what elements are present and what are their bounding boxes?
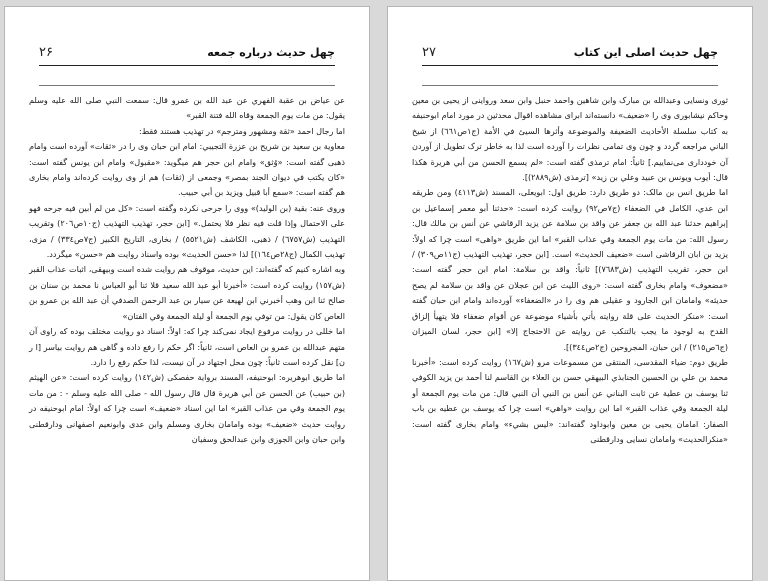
page-number: ۲۶ xyxy=(39,44,53,60)
paragraph: اما خللی در روایت مرفوع ایجاد نمی‌کند چرا که: اولاً: اسناد دو روایت مختلف بوده که راوی آن متهم عبدالله بن عمرو بن العاص است، ثانیاً: اگر حکم را رفع داده و گاهی هم روایت بیاسر [ا ر ن] نقل کرده است ثانیاً: چون محل اجتهاد در آن نیست، لذا حکم رفع را دارد. xyxy=(29,326,345,367)
paragraph: عن عياض بن عقبة الفهري عن عبد الله بن عمرو قال: سمعت النبي صلى الله عليه وسلم يقول: من مات يوم الجمعة وقاه الله فتنة القبر» xyxy=(29,95,345,121)
page-number: ۲۷ xyxy=(422,44,436,60)
paragraph: طریق دوم: ضیاء المقدسی، المنتقی من مسموعات مرو (ش١٦٧) روایت کرده است: «أخبرنا محمد بن علي بن الحسين الجنابذي البيهقي حسن بن العلاء بن القاسم لنا أحمد بن يزيد الكوفي ثنا يوسف بن عطية عن ثابت البناني عن أنس بن النبي أن النبي قال: من مات يوم الجمعة أو ليلة الجمعة وقي عذاب القبر» اما این روایت «واهي» است چرا که یوسف بن عطیه بن باب الصفار: امامان یحیی بن معین وابوداود گفته‌اند: «ليس بشيء» وامام بخاری گفته است: «منكرالحديث» وامامان نسایی ودارقطنی xyxy=(412,356,728,444)
paragraph: اما رجال احمد «ثقة ومشهور ومترجم» در تهذیب هستند فقط: xyxy=(139,125,345,136)
paragraph: معاوية بن سعيد بن شريح بن عزرة التجيبي: امام ابن حبان وی را در «ثقات» آورده است وامام ذهبی گفته است: «وُثق» وامام ابن حجر هم میگوید: «مقبول» وامام ابن یونس گفته است: «كان يكتب في ديوان الجند بمصر» وجمعی از (ثقات) هم از وی روایت کرده‌اند وامام بخاری هم گفته است: «سمع أبا قبيل ويزيد بن أبي حبيب. xyxy=(29,141,345,198)
left-book-page xyxy=(4,6,370,581)
right-book-page xyxy=(387,6,753,581)
page-header xyxy=(39,43,335,66)
paragraph: وبه اشاره کنیم که گفته‌اند: این حدیث، موقوف هم روایت شده است وبیهقی، اثبات عذاب القبر (ش١٥٧) روایت کرده است: «أخبرنا أبو عبد الله سعيد قلا ثنا أبو العباس نا محمد بن سنان بن صالح ثنا ابن وهب أخبرني ابن لهيعة عن سيار بن عبد الرحمن الصدفي أن عبد الله بن عمرو بن العاص كان يقول: من توفي يوم الجمعة أو ليلة الجمعة وقي الفتان» xyxy=(29,264,345,321)
paragraph: اما طریق ابوهریره: ابوحنیفه، المسند بروایة حفصکی (ش١٤٢) روایت کرده است: «عن الهيثم (بن حبيب) عن الحسن عن أبي هريرة قال قال رسول الله - صلى الله عليه وسلم - : من مات يوم الجمعة وقي من عذاب القبر» اما این اسناد «ضعيف» است چرا که اولاً: امام ابوحنیفه در روایت حديث «ضعيف» بوده وامامان بخاری ومسلم وابن عدی وابونعیم اصفهانی ودارقطنی وابن حبان وابن الجوزی وابن عبدالحق وسفیان xyxy=(29,372,345,444)
separator-line xyxy=(39,85,335,86)
page-header xyxy=(422,43,718,66)
paragraph: وروى عنه: بقية (بن الوليد)» ووی را جرحی نکرده وگفته است: «كل من لم أبين فيه جرحه فهو على الاحتمال وإذا قلت فيه نظر فلا يحتمل.» [ابن حجر، تهذيب التهذيب (ج١٠ص٢٠٦) وتقريب التهذيب (ش٦٧٥٧) / ذهبی، الكاشف (ش٥٥٢١) / بخاری، التاريخ الكبير (ج٧ص٣٣٤) / مزی، تهذيب الكمال (ج٢٨ص١٦٤)] لذا «حسن الحديث» بوده واسناد روایت هم «حسن» میگردد. xyxy=(29,202,345,260)
separator-line xyxy=(422,85,718,86)
running-title: چهل حدیث درباره جمعه xyxy=(207,45,335,59)
running-title: چهل حدیث اصلی این کتاب xyxy=(573,45,718,59)
page-body-text xyxy=(412,93,728,578)
paragraph: اما طریق انس بن مالک: دو طریق دارد: طریق اول: ابویعلی، المسند (ش٤١١٣) ومن طريقه ابن عدي، الكامل في الضعفاء (ج٧ص٩٢) روایت کرده است: «حدثنا أبو معمر إسماعيل بن إبراهيم حدثنا عبد الله بن جعفر عن واقد بن سلامة عن يزيد الرقاشي عن أنس بن مالك قال: رسول الله: من مات يوم الجمعة وقي عذاب القبر» اما این طریق «واهی» است چرا که اولاً: یزید بن ابان الرقاشی است «ضعيف الحديث» است. [ابن حجر، تهذيب التهذيب (ج١١ص٣٠٩) / ابن حجر، تقريب التهذيب (ش٧٦٨٣)] ثانیاً: واقد بن سلامة: امام ابن حجر گفته است: «مضعوف» وامام بخاری گفته است: «روى الليث عن ابن عجلان عن واقد بن سلامة لم يصح حديثه» وامامان ابن الجارود و عقیلی هم وی را در «الضعفاء» آورده‌اند وامام ابن حبان گفته است: «منكر الحديث على قلة روايته يأتي بأشياء موضوعة عن أقوام ضعفاء فلا يتهيأ إلزاق القدح به لوجود ما يجب بالتنكب عن روايته عن الاحتجاج إلا» [ابن حجر، لسان الميزان (ج٦ص٢١٥) / ابن حبان، المجروحين (ج٢ص٣٤٤)]. xyxy=(412,187,729,352)
paragraph: ثوری ونسایی وعبدالله بن مبارک وابن شاهین واحمد حنبل وابن سعد ورواینی از یحیی بن معین وحاکم نیشابوری وی را «ضعيف» دانسته‌اند ابرای مشاهده اقوال محدثین در مورد امام ابوحنیفه به کتاب سلسلة الأحاديث الضعيفة والموضوعة وأثرها السيئ في الأمة (ج١ص٦٦١) از شیخ الباني مراجعه گردد و چون وی تمامی نظرات را آورده است لذا به خاطر ترک تطویل از آوردن آن خودداری می‌نماییم.] ثانیاً: امام ترمذی گفته است: «لم يسمع الحسن من أبي هريرة هكذا قال: أيوب ويونس بن عبيد وعلي بن زيد» [ترمذی (ش٢٨٨٩)]. xyxy=(412,95,728,183)
page-body-text xyxy=(29,93,345,578)
